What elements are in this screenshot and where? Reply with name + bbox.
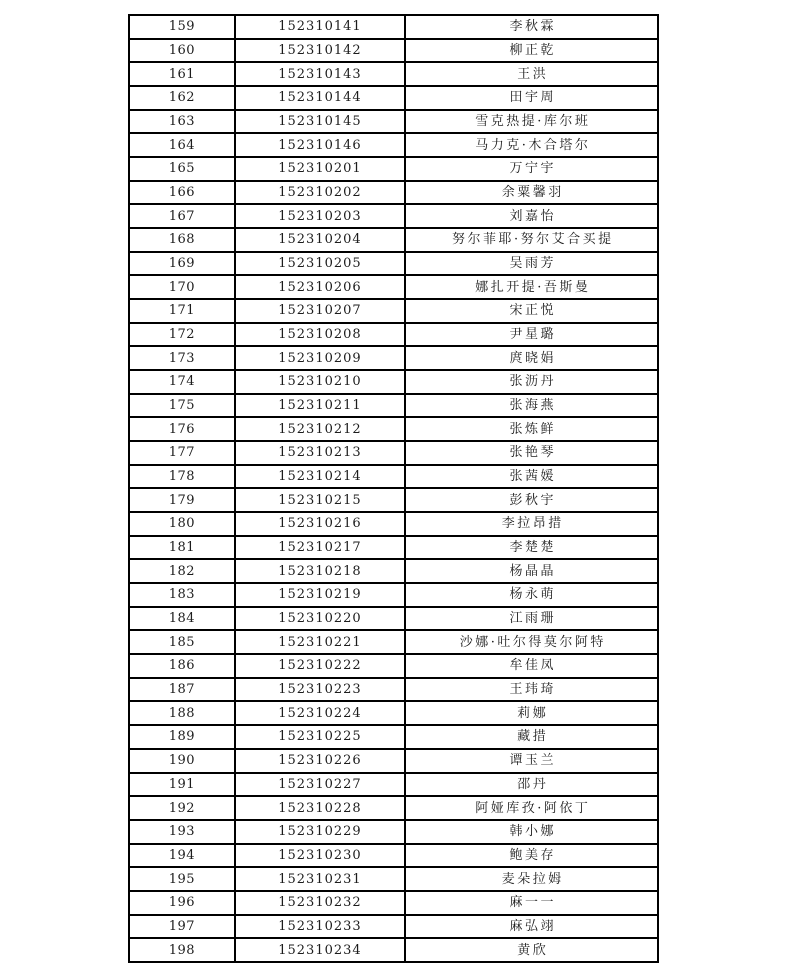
cell-row-number: 160: [129, 39, 235, 63]
table-row: [129, 441, 658, 465]
cell-student-name: 杨永萌: [405, 583, 658, 607]
cell-student-name: 邵丹: [405, 773, 658, 797]
cell-student-name: 柳正乾: [405, 39, 658, 63]
cell-row-number: 170: [129, 275, 235, 299]
cell-student-name: 江雨珊: [405, 607, 658, 631]
table-row: [129, 323, 658, 347]
cell-student-name: 马力克·木合塔尔: [405, 133, 658, 157]
table-row: [129, 844, 658, 868]
cell-student-name: 张茜媛: [405, 465, 658, 489]
cell-student-name: 黄欣: [405, 938, 658, 962]
table-row: [129, 62, 658, 86]
table-row: [129, 938, 658, 962]
cell-student-id: 152310214: [235, 465, 405, 489]
cell-student-name: 谭玉兰: [405, 749, 658, 773]
cell-row-number: 179: [129, 488, 235, 512]
table-row: [129, 15, 658, 39]
table-row: [129, 228, 658, 252]
cell-student-id: 152310209: [235, 346, 405, 370]
table-row: [129, 346, 658, 370]
cell-row-number: 169: [129, 252, 235, 276]
table-row: [129, 678, 658, 702]
cell-row-number: 191: [129, 773, 235, 797]
cell-row-number: 174: [129, 370, 235, 394]
cell-student-id: 152310229: [235, 820, 405, 844]
table-row: [129, 725, 658, 749]
cell-row-number: 193: [129, 820, 235, 844]
cell-row-number: 188: [129, 701, 235, 725]
cell-student-name: 娜扎开提·吾斯曼: [405, 275, 658, 299]
cell-student-id: 152310220: [235, 607, 405, 631]
cell-student-name: 藏措: [405, 725, 658, 749]
cell-row-number: 176: [129, 417, 235, 441]
cell-student-name: 吴雨芳: [405, 252, 658, 276]
cell-student-id: 152310207: [235, 299, 405, 323]
cell-student-id: 152310218: [235, 559, 405, 583]
table-row: [129, 701, 658, 725]
cell-student-id: 152310228: [235, 796, 405, 820]
table-row: [129, 86, 658, 110]
cell-student-name: 刘嘉怡: [405, 204, 658, 228]
cell-student-name: 韩小娜: [405, 820, 658, 844]
cell-student-id: 152310232: [235, 891, 405, 915]
cell-student-id: 152310230: [235, 844, 405, 868]
cell-row-number: 184: [129, 607, 235, 631]
cell-student-id: 152310219: [235, 583, 405, 607]
cell-row-number: 173: [129, 346, 235, 370]
cell-student-id: 152310217: [235, 536, 405, 560]
table-row: [129, 654, 658, 678]
cell-row-number: 189: [129, 725, 235, 749]
cell-row-number: 171: [129, 299, 235, 323]
cell-student-name: 阿娅库孜·阿依丁: [405, 796, 658, 820]
cell-student-name: 杨晶晶: [405, 559, 658, 583]
cell-student-id: 152310216: [235, 512, 405, 536]
cell-student-id: 152310206: [235, 275, 405, 299]
cell-student-id: 152310201: [235, 157, 405, 181]
cell-student-id: 152310224: [235, 701, 405, 725]
cell-student-id: 152310212: [235, 417, 405, 441]
cell-row-number: 183: [129, 583, 235, 607]
cell-student-id: 152310202: [235, 181, 405, 205]
cell-row-number: 161: [129, 62, 235, 86]
cell-row-number: 190: [129, 749, 235, 773]
table-row: [129, 370, 658, 394]
cell-student-id: 152310210: [235, 370, 405, 394]
cell-row-number: 194: [129, 844, 235, 868]
student-roster-table: [128, 14, 659, 963]
table-row: [129, 275, 658, 299]
table-row: [129, 252, 658, 276]
table-row: [129, 607, 658, 631]
cell-row-number: 187: [129, 678, 235, 702]
cell-student-name: 雪克热提·库尔班: [405, 110, 658, 134]
cell-row-number: 175: [129, 394, 235, 418]
cell-row-number: 163: [129, 110, 235, 134]
cell-row-number: 198: [129, 938, 235, 962]
table-row: [129, 488, 658, 512]
roster-table-body: [129, 15, 658, 962]
cell-student-name: 麻一一: [405, 891, 658, 915]
table-row: [129, 417, 658, 441]
cell-student-id: 152310142: [235, 39, 405, 63]
cell-student-name: 余粟馨羽: [405, 181, 658, 205]
cell-student-id: 152310146: [235, 133, 405, 157]
cell-student-id: 152310145: [235, 110, 405, 134]
cell-student-name: 张炼鲜: [405, 417, 658, 441]
cell-row-number: 196: [129, 891, 235, 915]
cell-student-name: 沙娜·吐尔得莫尔阿特: [405, 630, 658, 654]
cell-student-name: 麦朵拉姆: [405, 867, 658, 891]
cell-student-name: 莉娜: [405, 701, 658, 725]
table-row: [129, 157, 658, 181]
cell-student-id: 152310231: [235, 867, 405, 891]
cell-student-name: 李秋霖: [405, 15, 658, 39]
cell-student-name: 李拉昂措: [405, 512, 658, 536]
table-row: [129, 536, 658, 560]
cell-student-id: 152310227: [235, 773, 405, 797]
cell-student-name: 尹星璐: [405, 323, 658, 347]
table-row: [129, 512, 658, 536]
table-row: [129, 820, 658, 844]
cell-row-number: 168: [129, 228, 235, 252]
cell-student-name: 田宇周: [405, 86, 658, 110]
cell-row-number: 182: [129, 559, 235, 583]
cell-row-number: 167: [129, 204, 235, 228]
cell-student-name: 王洪: [405, 62, 658, 86]
cell-row-number: 165: [129, 157, 235, 181]
cell-student-id: 152310208: [235, 323, 405, 347]
cell-student-name: 张沥丹: [405, 370, 658, 394]
cell-student-name: 庹晓娟: [405, 346, 658, 370]
table-row: [129, 299, 658, 323]
cell-student-id: 152310144: [235, 86, 405, 110]
cell-student-id: 152310223: [235, 678, 405, 702]
table-row: [129, 204, 658, 228]
cell-row-number: 197: [129, 915, 235, 939]
cell-student-name: 牟佳凤: [405, 654, 658, 678]
cell-student-id: 152310211: [235, 394, 405, 418]
table-row: [129, 796, 658, 820]
cell-student-id: 152310203: [235, 204, 405, 228]
table-row: [129, 583, 658, 607]
cell-row-number: 177: [129, 441, 235, 465]
table-row: [129, 465, 658, 489]
cell-row-number: 180: [129, 512, 235, 536]
table-row: [129, 181, 658, 205]
cell-student-name: 鲍美存: [405, 844, 658, 868]
table-row: [129, 915, 658, 939]
cell-student-id: 152310143: [235, 62, 405, 86]
cell-student-id: 152310213: [235, 441, 405, 465]
cell-student-id: 152310221: [235, 630, 405, 654]
cell-row-number: 181: [129, 536, 235, 560]
cell-student-id: 152310141: [235, 15, 405, 39]
cell-row-number: 192: [129, 796, 235, 820]
cell-student-id: 152310234: [235, 938, 405, 962]
table-row: [129, 133, 658, 157]
table-row: [129, 867, 658, 891]
cell-student-name: 彭秋宇: [405, 488, 658, 512]
table-row: [129, 110, 658, 134]
table-row: [129, 773, 658, 797]
table-row: [129, 749, 658, 773]
cell-student-name: 王玮琦: [405, 678, 658, 702]
table-row: [129, 39, 658, 63]
cell-row-number: 162: [129, 86, 235, 110]
cell-row-number: 166: [129, 181, 235, 205]
cell-student-id: 152310222: [235, 654, 405, 678]
cell-student-id: 152310233: [235, 915, 405, 939]
cell-student-name: 张海燕: [405, 394, 658, 418]
cell-row-number: 186: [129, 654, 235, 678]
cell-row-number: 185: [129, 630, 235, 654]
cell-row-number: 164: [129, 133, 235, 157]
cell-student-name: 张艳琴: [405, 441, 658, 465]
cell-student-name: 万宁宇: [405, 157, 658, 181]
table-row: [129, 891, 658, 915]
cell-row-number: 195: [129, 867, 235, 891]
cell-student-name: 努尔菲耶·努尔艾合买提: [405, 228, 658, 252]
table-row: [129, 630, 658, 654]
cell-student-id: 152310226: [235, 749, 405, 773]
table-row: [129, 559, 658, 583]
cell-student-id: 152310225: [235, 725, 405, 749]
cell-student-name: 宋正悦: [405, 299, 658, 323]
cell-student-id: 152310204: [235, 228, 405, 252]
cell-row-number: 178: [129, 465, 235, 489]
cell-row-number: 172: [129, 323, 235, 347]
cell-student-name: 李楚楚: [405, 536, 658, 560]
cell-student-id: 152310205: [235, 252, 405, 276]
cell-row-number: 159: [129, 15, 235, 39]
cell-student-name: 麻弘翊: [405, 915, 658, 939]
table-row: [129, 394, 658, 418]
cell-student-id: 152310215: [235, 488, 405, 512]
